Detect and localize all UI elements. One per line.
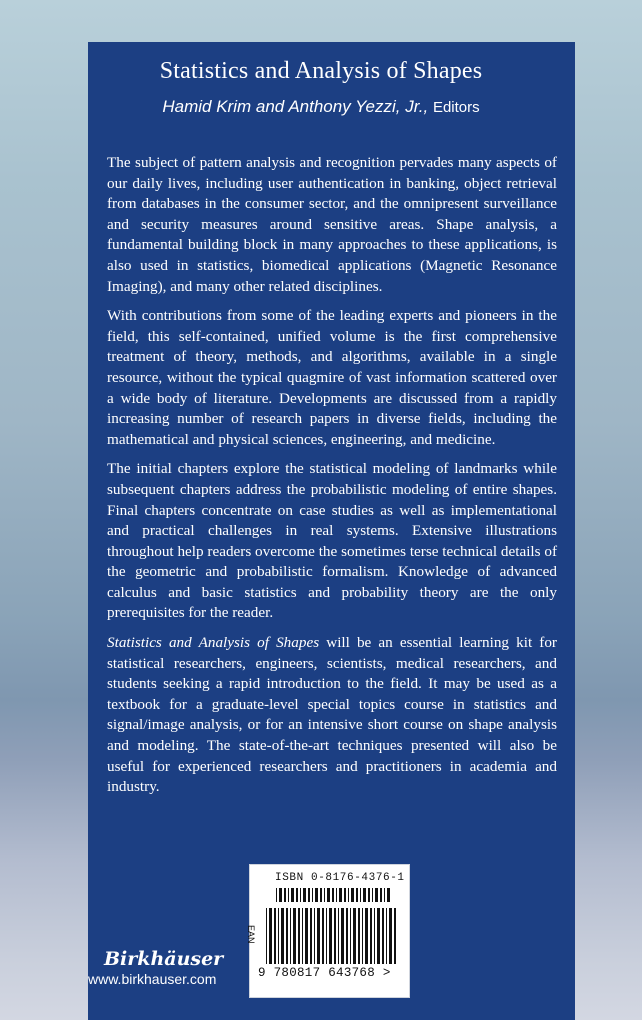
barcode-bar — [387, 888, 390, 902]
barcode-bar — [308, 888, 310, 902]
isbn-label: ISBN 0-8176-4376-1 — [275, 872, 405, 884]
barcode-bar — [358, 908, 360, 964]
publisher-logo: Birkhäuser — [104, 948, 224, 970]
barcode-bar — [266, 908, 267, 964]
blurb-paragraph-4-text: will be an essential learning kit for statistical researchers, engineers, scientists, medical researchers, and students seeking a rapid introduction to the field. It may be used as a textbook for a graduate-level special topics course in statistics and signal/image analysis, or for an intensive short course on shape analysis and modeling. The state-of-the-art techniques presented will also be useful for experienced researchers and practitioners in academia and industry. — [107, 634, 557, 796]
barcode-bar — [326, 908, 327, 964]
barcode-bar — [291, 888, 294, 902]
editors-role: Editors — [432, 99, 480, 116]
barcode-bar — [279, 888, 282, 902]
barcode-bar — [353, 908, 356, 964]
barcode-bar — [365, 908, 368, 964]
barcode-bar — [274, 908, 276, 964]
barcode-bar — [377, 908, 380, 964]
barcode-bar — [320, 888, 322, 902]
barcode-bar — [315, 888, 318, 902]
editors-line — [0, 97, 642, 117]
barcode-bar — [300, 888, 301, 902]
blurb — [107, 153, 557, 807]
barcode-bar — [389, 908, 392, 964]
ean-barcode — [266, 908, 398, 964]
ean-label: EAN — [246, 925, 256, 944]
barcode-bar — [332, 888, 334, 902]
book-title: Statistics and Analysis of Shapes — [159, 58, 483, 84]
barcode-bar — [348, 888, 349, 902]
barcode-bar — [334, 908, 336, 964]
barcode-bar — [382, 908, 384, 964]
barcode-bar — [310, 908, 312, 964]
barcode-bar — [386, 908, 387, 964]
editors-names: Hamid Krim and Anthony Yezzi, Jr., — [162, 97, 429, 116]
blurb-paragraph-2: With contributions from some of the leading experts and pioneers in the field, this self-contained, unified volume is the first comprehensive treatment of theory, methods, and algorithms, available in a single resource, without the typical quagmire of vast information scattered over a wide body of literature. Developments are discussed from a rapidly increasing number of research papers in diverse fields, including the mathematical and physical sciences, engineering, and medicine. — [107, 307, 557, 448]
barcode-bar — [336, 888, 337, 902]
barcode-bar — [298, 908, 300, 964]
barcode-bar — [394, 908, 396, 964]
barcode-bar — [290, 908, 291, 964]
barcode-bar — [324, 888, 325, 902]
barcode-bar — [346, 908, 348, 964]
barcode-bar — [296, 888, 298, 902]
barcode-bar — [288, 888, 289, 902]
barcode-bar — [339, 888, 342, 902]
barcode-bar — [312, 888, 313, 902]
barcode-bar — [360, 888, 361, 902]
barcode-bar — [281, 908, 284, 964]
barcode-bar — [362, 908, 363, 964]
barcode-bar — [356, 888, 358, 902]
barcode-bar — [284, 888, 286, 902]
barcode-bar — [384, 888, 385, 902]
barcode-bar — [276, 888, 277, 902]
blurb-paragraph-3: The initial chapters explore the statistical modeling of landmarks while subsequent chapters address the probabilistic modeling of entire shapes. Final chapters concentrate on case studies as well as implementational and practical challenges in real systems. Extensive illustrations throughout help readers overcome the sometimes terse technical details of the geometric and probabilistic formalism. Knowledge of advanced calculus and basic statistics and probability theory are the only prerequisites for the reader. — [107, 460, 557, 622]
barcode-bar — [368, 888, 370, 902]
barcode-bar — [372, 888, 373, 902]
barcode-bar — [351, 888, 354, 902]
ean-digits: 9 780817 643768 > — [258, 966, 391, 980]
barcode-bar — [344, 888, 346, 902]
barcode-bar — [375, 888, 378, 902]
barcode-bar — [293, 908, 296, 964]
barcode-bar — [317, 908, 320, 964]
barcode-bar — [363, 888, 366, 902]
barcode-bar — [374, 908, 375, 964]
barcode-bar — [341, 908, 344, 964]
barcode-bar — [329, 908, 332, 964]
barcode-bar — [278, 908, 279, 964]
barcode-bar — [302, 908, 303, 964]
isbn-barcode — [276, 888, 394, 902]
publisher-website[interactable]: www.birkhauser.com — [88, 971, 217, 987]
barcode-bar — [314, 908, 315, 964]
barcode-bar — [338, 908, 339, 964]
barcode-bar — [303, 888, 306, 902]
barcode-bar — [322, 908, 324, 964]
barcode-bar — [350, 908, 351, 964]
barcode-bar — [286, 908, 288, 964]
barcode-bar — [305, 908, 308, 964]
barcode-bar — [370, 908, 372, 964]
barcode-bar — [380, 888, 382, 902]
barcode-bar — [269, 908, 272, 964]
blurb-paragraph-4 — [107, 633, 557, 798]
blurb-paragraph-1: The subject of pattern analysis and recognition pervades many aspects of our daily lives, including user authentication in banking, object retrieval from databases in the consumer sector, and the omnipresent surveillance and security measures around sensitive areas. Shape analysis, a fundamental building block in many approaches to these applications, is also used in statistics, biomedical applications (Magnetic Resonance Imaging), and many other related disciplines. — [107, 154, 557, 295]
barcode-bar — [327, 888, 330, 902]
blurb-title-reference: Statistics and Analysis of Shapes — [107, 634, 320, 652]
